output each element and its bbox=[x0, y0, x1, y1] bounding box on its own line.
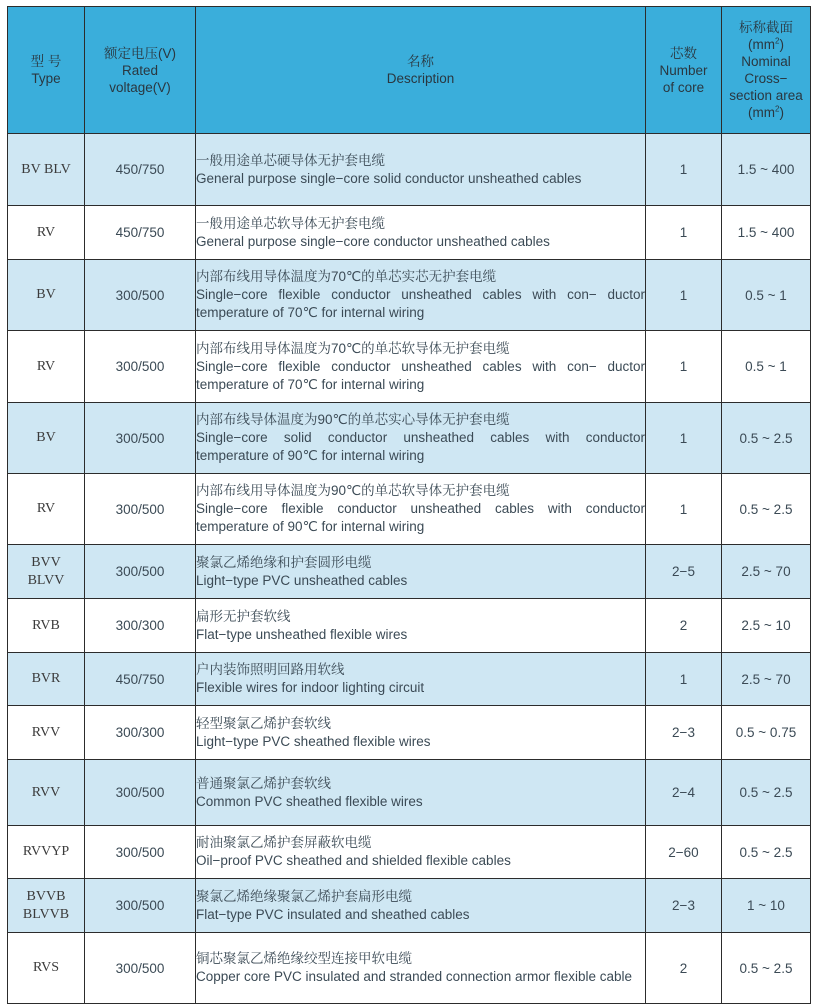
type-cell bbox=[8, 545, 85, 599]
core-cell bbox=[646, 826, 722, 879]
type-cell bbox=[8, 706, 85, 760]
header-voltage-en1: Rated bbox=[121, 62, 159, 78]
spec-table-body bbox=[8, 134, 811, 1004]
header-core-en1: Number bbox=[659, 62, 708, 78]
core-count: 2−4 bbox=[672, 785, 695, 800]
area-cell bbox=[722, 599, 811, 653]
area-cell bbox=[722, 879, 811, 933]
table-row bbox=[8, 826, 811, 879]
description-cell bbox=[196, 134, 646, 206]
header-area-unit-close: ) bbox=[779, 37, 784, 52]
description-cn: 轻型聚氯乙烯护套软线 bbox=[196, 715, 331, 731]
header-area-unit-open: (mm bbox=[748, 37, 776, 52]
area-range: 2.5 ~ 70 bbox=[741, 564, 791, 579]
type-cell bbox=[8, 331, 85, 403]
description-cn: 聚氯乙烯绝缘聚氯乙烯护套扁形电缆 bbox=[196, 888, 412, 904]
description-en: Copper core PVC insulated and stranded connection armor flexible cable bbox=[196, 969, 633, 984]
type-cell bbox=[8, 826, 85, 879]
type-code: BVR bbox=[31, 671, 61, 686]
core-count: 1 bbox=[679, 162, 688, 177]
voltage-cell bbox=[85, 474, 196, 545]
area-cell bbox=[722, 933, 811, 1004]
voltage-value: 300/500 bbox=[115, 359, 165, 374]
voltage-value: 300/500 bbox=[115, 564, 165, 579]
header-type-cn: 型 号 bbox=[30, 54, 62, 69]
area-range: 2.5 ~ 10 bbox=[741, 618, 791, 633]
area-cell bbox=[722, 134, 811, 206]
type-code: RVB bbox=[32, 617, 60, 633]
header-voltage bbox=[85, 7, 196, 134]
description-en: Light−type PVC sheathed flexible wires bbox=[196, 733, 431, 749]
table-row bbox=[8, 545, 811, 599]
core-cell bbox=[646, 599, 722, 653]
area-range: 0.5 ~ 1 bbox=[745, 287, 787, 303]
description-en: General purpose single−core conductor unsheathed cables bbox=[196, 233, 550, 249]
description-en: Single−core flexible conductor unsheathed cables with conductor temperature of 90℃ for internal wiring bbox=[196, 501, 645, 534]
description-cn: 内部布线用导体温度为90℃的单芯软导体无护套电缆 bbox=[196, 483, 510, 498]
header-description-en: Description bbox=[386, 71, 455, 86]
core-cell bbox=[646, 260, 722, 331]
header-area-unit-sup: 2 bbox=[775, 36, 780, 46]
core-cell bbox=[646, 545, 722, 599]
core-cell bbox=[646, 760, 722, 826]
area-range: 2.5 ~ 70 bbox=[741, 671, 791, 687]
type-cell bbox=[8, 879, 85, 933]
voltage-value: 450/750 bbox=[115, 162, 165, 177]
description-cell bbox=[196, 706, 646, 760]
type-code: RV bbox=[36, 224, 56, 240]
type-code-alt: BLVV bbox=[27, 572, 65, 588]
core-count: 1 bbox=[679, 287, 688, 303]
cable-spec-table bbox=[7, 6, 811, 1004]
table-row bbox=[8, 653, 811, 706]
table-row bbox=[8, 933, 811, 1004]
core-count: 1 bbox=[679, 501, 688, 517]
type-code-alt: BLVVB bbox=[22, 906, 70, 922]
description-en: Light−type PVC unsheathed cables bbox=[196, 572, 408, 588]
description-en: Single−core flexible conductor unsheathed cables with con− ductor temperature of 70℃ for internal wiring bbox=[196, 358, 645, 392]
description-cn: 一般用途单芯硬导体无护套电缆 bbox=[196, 152, 385, 168]
voltage-cell bbox=[85, 331, 196, 403]
type-cell bbox=[8, 403, 85, 474]
header-area-unit-top bbox=[722, 36, 810, 53]
voltage-cell bbox=[85, 653, 196, 706]
type-cell bbox=[8, 653, 85, 706]
type-cell bbox=[8, 134, 85, 206]
voltage-value: 450/750 bbox=[115, 671, 165, 687]
header-type bbox=[8, 7, 85, 134]
type-cell bbox=[8, 474, 85, 545]
area-cell bbox=[722, 545, 811, 599]
table-row bbox=[8, 474, 811, 545]
area-cell bbox=[722, 331, 811, 403]
area-range: 1.5 ~ 400 bbox=[737, 162, 795, 177]
type-code: BVVB bbox=[26, 888, 66, 904]
core-cell bbox=[646, 474, 722, 545]
area-range: 0.5 ~ 2.5 bbox=[739, 501, 793, 517]
header-area-en2: Cross− bbox=[744, 71, 788, 86]
core-cell bbox=[646, 331, 722, 403]
area-cell bbox=[722, 474, 811, 545]
type-cell bbox=[8, 760, 85, 826]
header-voltage-en2: voltage(V) bbox=[109, 79, 171, 95]
type-code: BV BLV bbox=[21, 161, 71, 177]
area-cell bbox=[722, 260, 811, 331]
header-area-unit-sup-2: 2 bbox=[775, 104, 780, 114]
description-cell bbox=[196, 933, 646, 1004]
header-area-en1: Nominal bbox=[741, 54, 791, 69]
description-cn: 户内装饰照明回路用软线 bbox=[196, 662, 345, 677]
voltage-cell bbox=[85, 879, 196, 933]
voltage-cell bbox=[85, 599, 196, 653]
area-cell bbox=[722, 826, 811, 879]
core-count: 2 bbox=[679, 960, 688, 976]
area-range: 0.5 ~ 0.75 bbox=[735, 725, 797, 740]
table-row bbox=[8, 879, 811, 933]
description-en: Flat−type PVC insulated and sheathed cables bbox=[196, 906, 470, 922]
area-range: 0.5 ~ 2.5 bbox=[739, 960, 793, 976]
header-voltage-cn: 额定电压(V) bbox=[104, 45, 176, 61]
voltage-value: 300/500 bbox=[115, 844, 165, 860]
core-cell bbox=[646, 403, 722, 474]
header-area-cn: 标称截面 bbox=[739, 20, 793, 35]
voltage-value: 300/500 bbox=[115, 287, 165, 303]
description-cell bbox=[196, 760, 646, 826]
table-row bbox=[8, 134, 811, 206]
voltage-cell bbox=[85, 760, 196, 826]
description-en: Oil−proof PVC sheathed and shielded flexible cables bbox=[196, 853, 511, 868]
header-type-en: Type bbox=[31, 71, 61, 86]
voltage-value: 300/300 bbox=[115, 618, 165, 633]
voltage-cell bbox=[85, 706, 196, 760]
type-code: BV bbox=[36, 287, 56, 302]
core-count: 1 bbox=[679, 671, 688, 687]
core-count: 2−3 bbox=[672, 725, 695, 740]
table-row bbox=[8, 206, 811, 260]
description-en: Single−core flexible conductor unsheathed cables with con− ductor temperature of 70℃ for internal wiring bbox=[196, 287, 645, 320]
header-core-cn: 芯数 bbox=[670, 45, 697, 61]
description-cn: 普通聚氯乙烯护套软线 bbox=[196, 775, 331, 791]
core-count: 2−5 bbox=[672, 564, 695, 579]
type-code: RVVYP bbox=[22, 844, 70, 859]
description-cell bbox=[196, 879, 646, 933]
description-cn: 一般用途单芯软导体无护套电缆 bbox=[196, 215, 385, 231]
voltage-cell bbox=[85, 206, 196, 260]
core-cell bbox=[646, 933, 722, 1004]
core-cell bbox=[646, 653, 722, 706]
description-en: Common PVC sheathed flexible wires bbox=[196, 793, 423, 809]
description-cn: 铜芯聚氯乙烯绝缘绞型连接甲软电缆 bbox=[196, 951, 412, 966]
header-row bbox=[8, 7, 811, 134]
core-count: 1 bbox=[679, 225, 688, 240]
header-area-unit-close-2: ) bbox=[779, 105, 784, 120]
description-cn: 扁形无护套软线 bbox=[196, 608, 291, 624]
area-range: 1 ~ 10 bbox=[747, 898, 785, 913]
core-cell bbox=[646, 706, 722, 760]
header-core-en2: of core bbox=[662, 79, 705, 95]
voltage-value: 300/500 bbox=[115, 960, 165, 976]
table-row bbox=[8, 599, 811, 653]
table-row bbox=[8, 403, 811, 474]
voltage-cell bbox=[85, 134, 196, 206]
description-cell bbox=[196, 599, 646, 653]
type-code: RVV bbox=[31, 724, 61, 740]
area-cell bbox=[722, 653, 811, 706]
description-cn: 聚氯乙烯绝缘和护套圆形电缆 bbox=[196, 554, 372, 570]
core-count: 2−3 bbox=[672, 898, 695, 913]
description-en: Single−core solid conductor unsheathed cables with conductor temperature of 90℃ for internal wiring bbox=[196, 430, 645, 463]
type-code: RV bbox=[36, 358, 56, 374]
voltage-value: 300/500 bbox=[115, 898, 165, 913]
area-range: 0.5 ~ 2.5 bbox=[739, 430, 793, 446]
voltage-cell bbox=[85, 826, 196, 879]
area-range: 1.5 ~ 400 bbox=[737, 225, 795, 240]
description-en: Flat−type unsheathed flexible wires bbox=[196, 626, 408, 642]
voltage-value: 300/500 bbox=[115, 501, 165, 517]
header-area-unit-bottom bbox=[722, 104, 810, 121]
description-cell bbox=[196, 260, 646, 331]
core-count: 1 bbox=[679, 359, 688, 374]
core-count: 2−60 bbox=[668, 844, 699, 860]
area-range: 0.5 ~ 2.5 bbox=[739, 785, 793, 800]
voltage-value: 450/750 bbox=[115, 225, 165, 240]
description-en: General purpose single−core solid conductor unsheathed cables bbox=[196, 170, 582, 186]
description-cell bbox=[196, 474, 646, 545]
table-row bbox=[8, 706, 811, 760]
type-code: RVS bbox=[32, 960, 60, 975]
type-code: BV bbox=[36, 430, 56, 445]
area-cell bbox=[722, 760, 811, 826]
description-cn: 内部布线用导体温度为70℃的单芯软导体无护套电缆 bbox=[196, 340, 510, 356]
description-cell bbox=[196, 331, 646, 403]
area-range: 0.5 ~ 2.5 bbox=[739, 844, 793, 860]
description-cn: 内部布线用导体温度为70℃的单芯实芯无护套电缆 bbox=[196, 269, 497, 284]
type-cell bbox=[8, 260, 85, 331]
table-row bbox=[8, 331, 811, 403]
core-cell bbox=[646, 134, 722, 206]
description-cn: 耐油聚氯乙烯护套屏蔽软电缆 bbox=[196, 835, 372, 850]
description-cn: 内部布线导体温度为90℃的单芯实心导体无护套电缆 bbox=[196, 412, 510, 427]
area-range: 0.5 ~ 1 bbox=[745, 359, 787, 374]
header-area-unit-open-2: (mm bbox=[748, 105, 776, 120]
description-cell bbox=[196, 403, 646, 474]
type-cell bbox=[8, 599, 85, 653]
header-area bbox=[722, 7, 811, 134]
core-count: 2 bbox=[679, 618, 688, 633]
area-cell bbox=[722, 403, 811, 474]
table-row bbox=[8, 760, 811, 826]
description-cell bbox=[196, 545, 646, 599]
description-en: Flexible wires for indoor lighting circuit bbox=[196, 680, 425, 695]
type-cell bbox=[8, 206, 85, 260]
voltage-cell bbox=[85, 545, 196, 599]
table-row bbox=[8, 260, 811, 331]
header-description bbox=[196, 7, 646, 134]
core-cell bbox=[646, 206, 722, 260]
type-code: BVV bbox=[31, 554, 61, 570]
type-code: RVV bbox=[31, 784, 61, 800]
voltage-cell bbox=[85, 403, 196, 474]
voltage-cell bbox=[85, 933, 196, 1004]
voltage-value: 300/300 bbox=[115, 725, 165, 740]
spec-table-container bbox=[7, 6, 810, 1004]
header-core bbox=[646, 7, 722, 134]
header-description-cn: 名称 bbox=[407, 54, 434, 69]
voltage-cell bbox=[85, 260, 196, 331]
area-cell bbox=[722, 206, 811, 260]
type-code: RV bbox=[36, 501, 56, 516]
voltage-value: 300/500 bbox=[115, 785, 165, 800]
core-count: 1 bbox=[679, 430, 688, 446]
core-cell bbox=[646, 879, 722, 933]
description-cell bbox=[196, 206, 646, 260]
area-cell bbox=[722, 706, 811, 760]
description-cell bbox=[196, 826, 646, 879]
description-cell bbox=[196, 653, 646, 706]
type-cell bbox=[8, 933, 85, 1004]
header-area-en3: section area bbox=[729, 88, 803, 103]
voltage-value: 300/500 bbox=[115, 430, 165, 446]
